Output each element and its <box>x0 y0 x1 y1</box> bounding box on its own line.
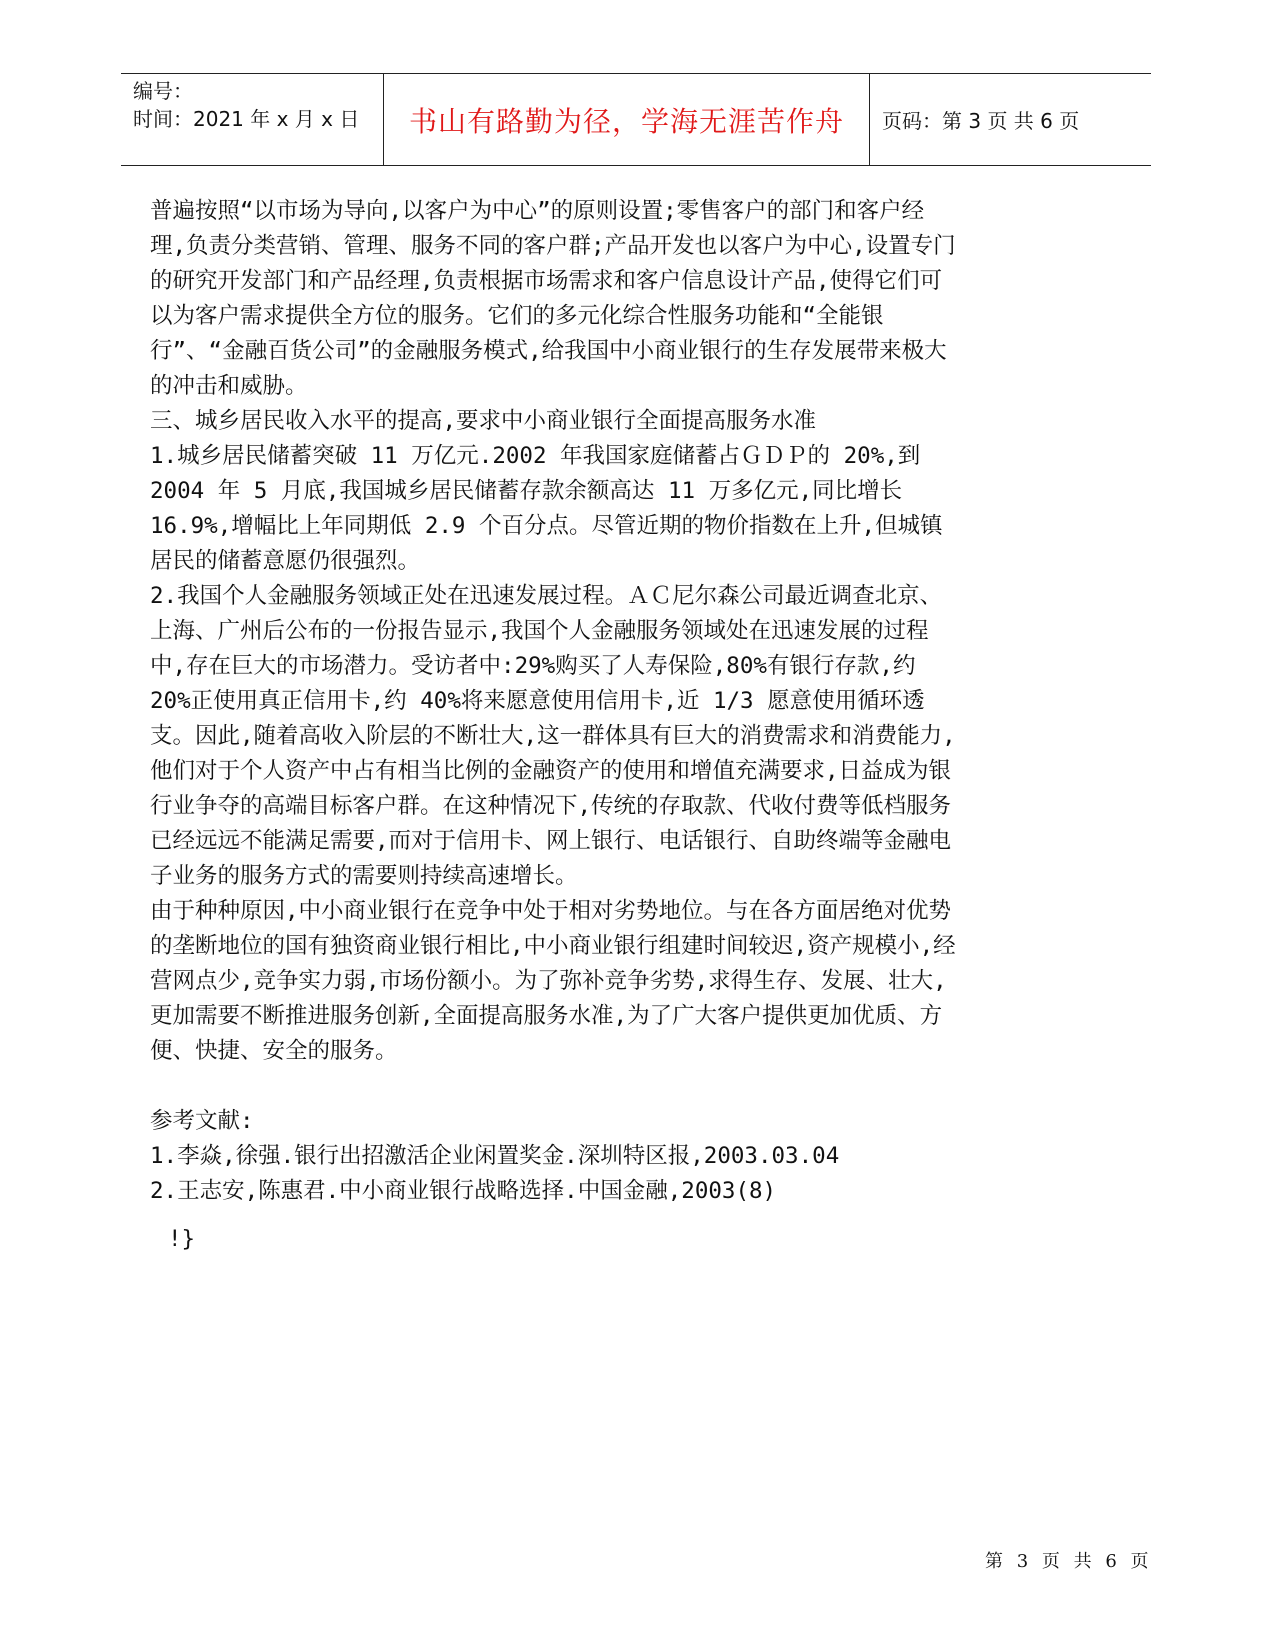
stray-text: !} <box>168 1226 196 1252</box>
body-paragraph: 2.我国个人金融服务领域正处在迅速发展过程。ＡＣ尼尔森公司最近调查北京、上海、广州后公布的一份报告显示,我国个人金融服务领域处在迅速发展的过程中,存在巨大的市场潜力。受访者中:29%购买了人寿保险,80%有银行存款,约 20%正使用真正信用卡,约 40%将来愿意使用信用卡,近 1/3 愿意使用循环透支。因此,随着高收入阶层的不断壮大,这一群体具有巨大的消费需求和消费能力,他们对于个人资产中占有相当比例的金融资产的使用和增值充满要求,日益成为银行业争夺的高端目标客户群。在这种情况下,传统的存取款、代收付费等低档服务已经远远不能满足需要,而对于信用卡、网上银行、电话银行、自助终端等金融电子业务的服务方式的需要则持续高速增长。 <box>150 583 956 889</box>
page-header <box>121 73 1151 166</box>
header-motto-cell <box>384 74 870 165</box>
page-footer: 第 3 页 共 6 页 <box>985 1551 1153 1572</box>
header-page-code: 页码：第 3 页 共 6 页 <box>882 109 1080 133</box>
section-heading: 三、城乡居民收入水平的提高,要求中小商业银行全面提高服务水准 <box>150 408 817 434</box>
header-number-label: 编号： <box>133 79 193 103</box>
reference-item: 1.李焱,徐强.银行出招激活企业闲置奖金.深圳特区报,2003.03.04 <box>150 1143 840 1169</box>
header-motto: 书山有路勤为径，学海无涯苦作舟 <box>408 104 844 138</box>
document-body <box>150 194 960 1257</box>
body-paragraph: 由于种种原因,中小商业银行在竞争中处于相对劣势地位。与在各方面居绝对优势的垄断地位的国有独资商业银行相比,中小商业银行组建时间较迟,资产规模小,经营网点少,竞争实力弱,市场份额小。为了弥补竞争劣势,求得生存、发展、壮大,更加需要不断推进服务创新,全面提高服务水准,为了广大客户提供更加优质、方便、快捷、安全的服务。 <box>150 898 956 1064</box>
body-paragraph: 1.城乡居民储蓄突破 11 万亿元.2002 年我国家庭储蓄占ＧＤＰ的 20%,到 2004 年 5 月底,我国城乡居民储蓄存款余额高达 11 万多亿元,同比增长 16.9%,增幅比上年同期低 2.9 个百分点。尽管近期的物价指数在上升,但城镇居民的储蓄意愿仍很强烈。 <box>150 443 943 574</box>
header-page-cell <box>870 74 1151 165</box>
header-time-label: 时间：2021 年 x 月 x 日 <box>133 107 360 131</box>
header-meta <box>121 74 384 165</box>
body-paragraph: 普遍按照“以市场为导向,以客户为中心”的原则设置;零售客户的部门和客户经理,负责分类营销、管理、服务不同的客户群;产品开发也以客户为中心,设置专门的研究开发部门和产品经理,负责根据市场需求和客户信息设计产品,使得它们可以为客户需求提供全方位的服务。它们的多元化综合性服务功能和“全能银行”、“金融百货公司”的金融服务模式,给我国中小商业银行的生存发展带来极大的冲击和威胁。 <box>150 198 956 399</box>
references-title: 参考文献: <box>150 1108 254 1134</box>
reference-item: 2.王志安,陈惠君.中小商业银行战略选择.中国金融,2003(8) <box>150 1178 777 1204</box>
spacer <box>150 1069 960 1104</box>
